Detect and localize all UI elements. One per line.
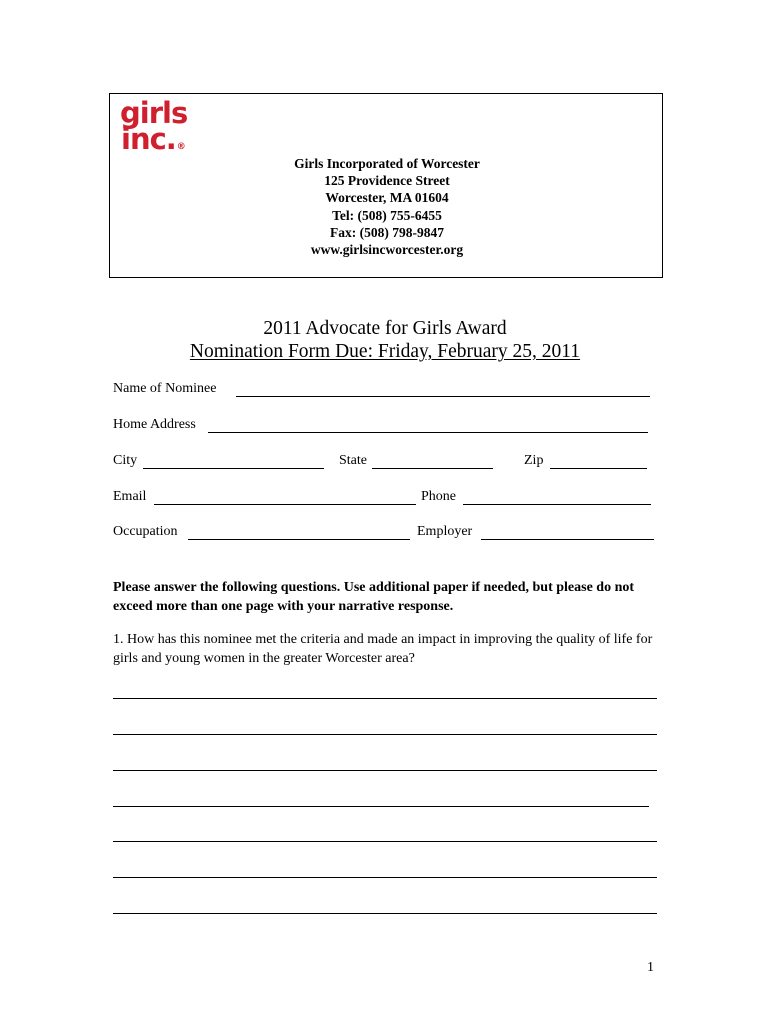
email-field[interactable] [154, 504, 416, 505]
nominee-field[interactable] [236, 396, 650, 397]
page-number: 1 [647, 960, 654, 975]
answer-line[interactable] [113, 698, 657, 699]
employer-label: Employer [417, 524, 473, 539]
form-due-date: Nomination Form Due: Friday, February 25, 2011 [189, 341, 581, 362]
question-1: 1. How has this nominee met the criteria and made an impact in improving the quality of life for girls and young women in the greater Worcester area? [113, 632, 653, 666]
org-telephone: Tel: (508) 755-6455 [332, 207, 442, 223]
org-website: www.girlsincworcester.org [310, 242, 464, 258]
state-field[interactable] [372, 468, 493, 469]
logo-inc-text: inc. [121, 122, 176, 156]
occupation-field[interactable] [188, 539, 410, 540]
organization-header [109, 93, 663, 278]
nominee-label: Name of Nominee [113, 381, 217, 396]
city-field[interactable] [143, 468, 324, 469]
organization-contact [110, 155, 664, 258]
answer-line[interactable] [113, 913, 657, 914]
form-subtitle [0, 341, 770, 363]
logo-word-inc [121, 124, 185, 154]
answer-line[interactable] [113, 734, 657, 735]
answer-line[interactable] [113, 841, 657, 842]
city-label: City [113, 453, 138, 468]
phone-label: Phone [421, 489, 456, 504]
answer-line[interactable] [113, 877, 657, 878]
org-fax: Fax: (508) 798-9847 [330, 224, 444, 240]
occupation-label: Occupation [113, 524, 178, 539]
email-label: Email [113, 489, 147, 504]
phone-field[interactable] [463, 504, 651, 505]
state-label: State [339, 453, 367, 468]
award-title: 2011 Advocate for Girls Award [263, 318, 507, 339]
girls-inc-logo [120, 96, 192, 158]
answer-line[interactable] [113, 806, 649, 807]
org-name: Girls Incorporated of Worcester [294, 156, 480, 171]
org-city-state-zip: Worcester, MA 01604 [325, 190, 449, 206]
employer-field[interactable] [481, 539, 654, 540]
address-field[interactable] [208, 432, 648, 433]
address-label: Home Address [113, 417, 196, 432]
instructions: Please answer the following questions. Use additional paper if needed, but please do not exceed more than one page with your narrative response. [113, 580, 635, 614]
zip-field[interactable] [550, 468, 647, 469]
logo-word-girls: girls [120, 96, 188, 130]
logo-registered-mark: ® [176, 142, 185, 152]
zip-label: Zip [524, 453, 544, 468]
org-street: 125 Providence Street [324, 173, 450, 189]
answer-line[interactable] [113, 770, 657, 771]
